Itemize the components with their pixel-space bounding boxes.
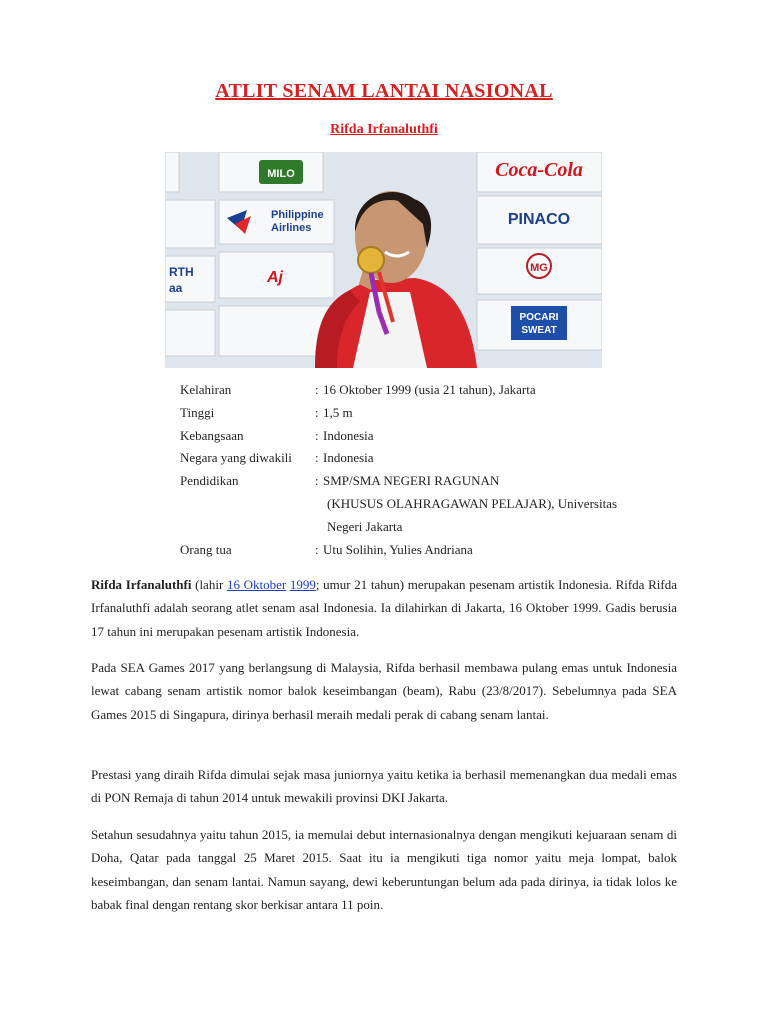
sponsor-pinaco: PINACO <box>507 211 571 228</box>
info-colon: : <box>315 427 319 443</box>
athlete-photo-drawing <box>165 152 602 368</box>
link-birth-year[interactable]: 1999 <box>289 577 316 592</box>
info-label: Kebangsaan <box>180 427 244 443</box>
profile-info-table <box>180 379 680 561</box>
info-value: 16 Oktober 1999 (usia 21 tahun), Jakarta <box>323 382 536 397</box>
info-value: Indonesia <box>323 427 374 443</box>
info-colon: : <box>315 541 319 557</box>
paragraph-international-debut: Setahun sesudahnya yaitu tahun 2015, ia memulai debut internasionalnya dengan mengikuti kejuaraan senam di Doha, Qatar pada tanggal 25 Maret 2015. Saat itu ia mengikuti tiga nomor yaitu meja lompat, balok keseimbangan, dan senam lantai. Namun sayang, dewi keberuntungan belum ada pada dirinya, ia tidak lolos ke babak final dengan rentang skor berkisar antara 11 poin. <box>91 827 677 912</box>
info-row-height <box>180 402 680 425</box>
info-label: Pendidikan <box>180 473 239 489</box>
intro-text-3: ; umur 21 tahun) merupakan pesenam artistik Indonesia. Rifda Rifda Irfanaluthfi adalah seorang atlet senam asal Indonesia. Ia dilahirkan di Jakarta, 16 Oktober 1999. Gadis berusia 17 tahun ini merupakan pesenam artistik Indonesia. <box>91 577 677 639</box>
info-row-country <box>180 447 680 470</box>
sponsor-philippine: Philippine <box>271 209 324 221</box>
info-label: Orang tua <box>180 541 232 557</box>
athlete-name: Rifda Irfanaluthfi <box>91 577 192 592</box>
info-value: Indonesia <box>323 450 374 466</box>
paragraph-junior: Prestasi yang diraih Rifda dimulai sejak masa juniornya yaitu ketika ia berhasil memenangkan dua medali emas di PON Remaja di tahun 2014 untuk mewakili provinsi DKI Jakarta. <box>91 767 677 806</box>
sponsor-cocacola: Coca-Cola <box>495 159 583 181</box>
info-row-nationality <box>180 425 680 448</box>
athlete-photo <box>165 152 602 368</box>
link-birth-date[interactable]: 16 Oktober <box>226 577 287 592</box>
info-value: 1,5 m <box>323 404 353 420</box>
intro-text-1: (lahir <box>191 577 227 592</box>
sponsor-mg: MG <box>530 262 548 274</box>
info-row-parents <box>180 539 680 562</box>
info-colon: : <box>315 404 319 420</box>
sponsor-airlines: Airlines <box>271 222 312 234</box>
info-value: Utu Solihin, Yulies Andriana <box>323 541 473 557</box>
sponsor-aj: Aj <box>267 269 283 286</box>
page-title: ATLIT SENAM LANTAI NASIONAL <box>215 80 553 102</box>
info-colon: : <box>315 382 319 397</box>
info-label: Kelahiran <box>180 382 232 397</box>
paragraph-sea-games: Pada SEA Games 2017 yang berlangsung di Malaysia, Rifda berhasil membawa pulang emas untuk Indonesia lewat cabang senam artistik nomor balok keseimbangan (beam), Rabu (23/8/2017). Sebelumnya pada SEA Games 2015 di Singapura, dirinya berhasil meraih medali perak di cabang senam lantai. <box>91 660 677 722</box>
sponsor-aa: aa <box>169 281 183 295</box>
page-subtitle: Rifda Irfanaluthfi <box>330 122 438 137</box>
info-colon: : <box>315 450 319 466</box>
sponsor-pocari: POCARI <box>519 312 559 323</box>
sponsor-rth: RTH <box>169 265 194 279</box>
info-row-education <box>180 470 680 538</box>
paragraph-intro <box>91 573 677 643</box>
info-label: Tinggi <box>180 404 215 420</box>
info-colon: : <box>315 473 319 489</box>
info-row-birth <box>180 379 680 402</box>
info-label: Negara yang diwakili <box>180 450 292 466</box>
info-value: SMP/SMA NEGERI RAGUNAN (KHUSUS OLAHRAGAWAN PELAJAR), Universitas Negeri Jakarta <box>323 473 618 534</box>
sponsor-milo: MILO <box>267 168 295 180</box>
sponsor-sweat: SWEAT <box>521 325 557 336</box>
